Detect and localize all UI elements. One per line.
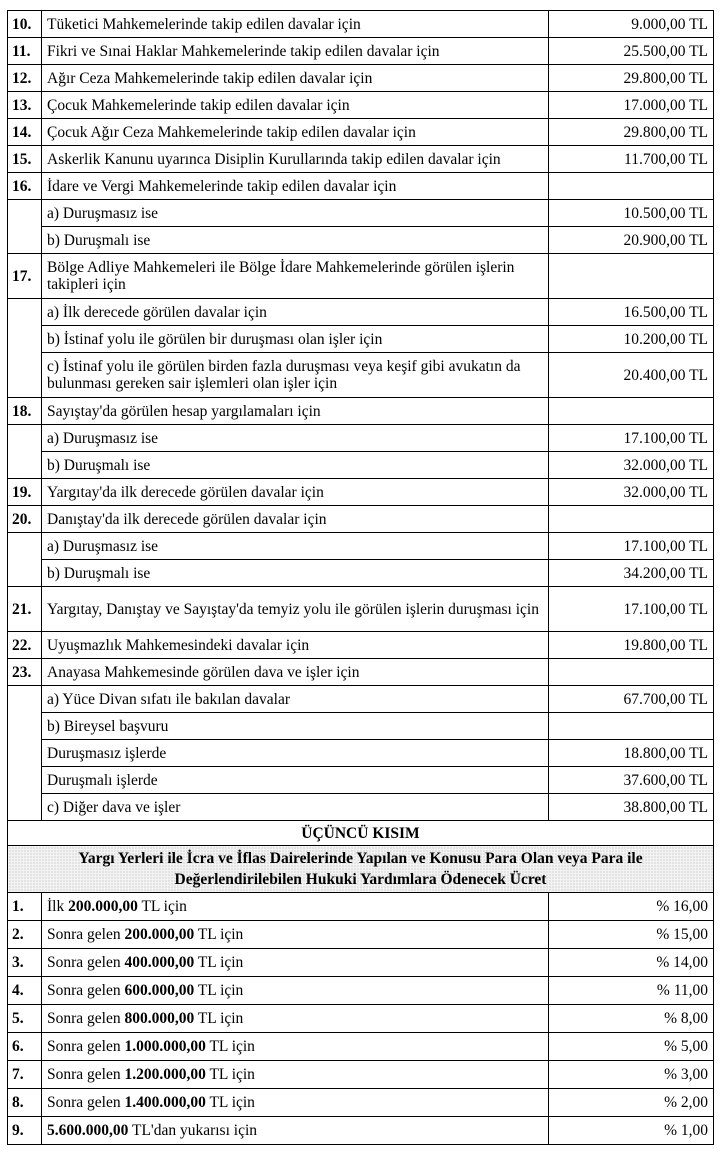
rate-amount: 1.200.000,00 xyxy=(124,1066,206,1083)
section-title: ÜÇÜNCÜ KISIM xyxy=(8,821,714,846)
rate-row xyxy=(8,1117,714,1145)
row-value-empty xyxy=(549,398,714,425)
row-number: 17. xyxy=(8,254,42,299)
rate-prefix: Sonra gelen xyxy=(47,1038,125,1055)
row-description: İdare ve Vergi Mahkemelerinde takip edilen davalar için xyxy=(42,173,549,200)
row-value: 32.000,00 TL xyxy=(549,479,714,506)
rate-prefix: Sonra gelen xyxy=(47,982,125,999)
row-value: 19.800,00 TL xyxy=(549,632,714,659)
table-row xyxy=(8,146,714,173)
row-description: Danıştay'da ilk derecede görülen davalar için xyxy=(42,506,549,533)
section-subtitle xyxy=(8,846,714,893)
row-description: a) İlk derecede görülen davalar için xyxy=(42,299,549,326)
rate-suffix: TL için xyxy=(194,1010,244,1027)
table-row xyxy=(8,92,714,119)
row-value-empty xyxy=(549,659,714,686)
row-description: Yargıtay, Danıştay ve Sayıştay'da temyiz yolu ile görülen işlerin duruşması için xyxy=(42,587,549,632)
table-row xyxy=(8,632,714,659)
row-number-empty xyxy=(8,740,42,767)
rate-row xyxy=(8,1089,714,1117)
row-description: c) Diğer dava ve işler xyxy=(42,794,549,821)
row-description: b) Bireysel başvuru xyxy=(42,713,549,740)
row-description: Yargıtay'da ilk derecede görülen davalar için xyxy=(42,479,549,506)
row-value: 17.100,00 TL xyxy=(549,425,714,452)
row-number: 20. xyxy=(8,506,42,533)
row-value-empty xyxy=(549,254,714,299)
table-subrow xyxy=(8,533,714,560)
table-row xyxy=(8,119,714,146)
rate-value: % 5,00 xyxy=(549,1033,714,1061)
row-description: b) Duruşmalı ise xyxy=(42,452,549,479)
rate-suffix: TL için xyxy=(194,926,244,943)
table-row xyxy=(8,173,714,200)
rate-row xyxy=(8,1033,714,1061)
rate-row xyxy=(8,949,714,977)
row-description xyxy=(42,893,549,921)
table-row xyxy=(8,587,714,632)
row-number-empty xyxy=(8,686,42,713)
rate-suffix: TL için xyxy=(194,982,244,999)
table-subrow xyxy=(8,425,714,452)
row-number-empty xyxy=(8,425,42,452)
table-row xyxy=(8,398,714,425)
row-value: 9.000,00 TL xyxy=(549,11,714,38)
table-subrow xyxy=(8,299,714,326)
row-number-empty xyxy=(8,299,42,326)
table-subrow xyxy=(8,713,714,740)
row-value: 29.800,00 TL xyxy=(549,119,714,146)
row-description: Sayıştay'da görülen hesap yargılamaları için xyxy=(42,398,549,425)
row-number: 6. xyxy=(8,1033,42,1061)
table-subrow xyxy=(8,353,714,398)
rate-suffix: TL için xyxy=(194,954,244,971)
row-value-empty xyxy=(549,173,714,200)
table-subrow xyxy=(8,794,714,821)
row-number-empty xyxy=(8,452,42,479)
section-header-row xyxy=(8,821,714,846)
rate-row xyxy=(8,1005,714,1033)
row-number: 10. xyxy=(8,11,42,38)
row-description: Tüketici Mahkemelerinde takip edilen davalar için xyxy=(42,11,549,38)
row-number: 8. xyxy=(8,1089,42,1117)
row-number-empty xyxy=(8,227,42,254)
rate-value: % 2,00 xyxy=(549,1089,714,1117)
rate-row xyxy=(8,921,714,949)
rate-suffix: TL için xyxy=(205,1066,255,1083)
row-number: 4. xyxy=(8,977,42,1005)
row-number: 1. xyxy=(8,893,42,921)
row-value: 18.800,00 TL xyxy=(549,740,714,767)
row-description: a) Yüce Divan sıfatı ile bakılan davalar xyxy=(42,686,549,713)
table-subrow xyxy=(8,767,714,794)
row-number-empty xyxy=(8,326,42,353)
row-value: 10.200,00 TL xyxy=(549,326,714,353)
rate-row xyxy=(8,1061,714,1089)
rate-value: % 14,00 xyxy=(549,949,714,977)
rate-amount: 1.000.000,00 xyxy=(124,1038,206,1055)
rate-row xyxy=(8,893,714,921)
row-description xyxy=(42,1005,549,1033)
row-number-empty xyxy=(8,794,42,821)
row-number: 5. xyxy=(8,1005,42,1033)
table-subrow xyxy=(8,452,714,479)
row-number: 14. xyxy=(8,119,42,146)
row-value: 16.500,00 TL xyxy=(549,299,714,326)
row-value-empty xyxy=(549,506,714,533)
table-row xyxy=(8,506,714,533)
row-number-empty xyxy=(8,713,42,740)
row-value: 29.800,00 TL xyxy=(549,65,714,92)
rate-value: % 3,00 xyxy=(549,1061,714,1089)
row-number-empty xyxy=(8,353,42,398)
row-number: 3. xyxy=(8,949,42,977)
rate-suffix: TL'dan yukarısı için xyxy=(128,1122,258,1139)
row-value: 38.800,00 TL xyxy=(549,794,714,821)
row-description: c) İstinaf yolu ile görülen birden fazla duruşması veya keşif gibi avukatın da bulunması gereken sair işlemleri olan işler için xyxy=(42,353,549,398)
row-value: 17.100,00 TL xyxy=(549,533,714,560)
row-value-empty xyxy=(549,713,714,740)
rate-value: % 16,00 xyxy=(549,893,714,921)
rate-prefix: İlk xyxy=(47,898,69,915)
row-number-empty xyxy=(8,200,42,227)
row-description xyxy=(42,1089,549,1117)
rate-amount: 1.400.000,00 xyxy=(124,1094,206,1111)
row-number: 2. xyxy=(8,921,42,949)
row-number: 23. xyxy=(8,659,42,686)
table-row xyxy=(8,11,714,38)
row-description: Çocuk Mahkemelerinde takip edilen davalar için xyxy=(42,92,549,119)
row-number-empty xyxy=(8,533,42,560)
row-value: 20.900,00 TL xyxy=(549,227,714,254)
rate-amount: 400.000,00 xyxy=(124,954,195,971)
row-description xyxy=(42,1033,549,1061)
fee-table xyxy=(7,10,714,1145)
row-description: Duruşmasız işlerde xyxy=(42,740,549,767)
section-subtitle-line-2: Değerlendirilebilen Hukuki Yardımlara Ödenecek Ücret xyxy=(174,871,547,888)
row-description: Ağır Ceza Mahkemelerinde takip edilen davalar için xyxy=(42,65,549,92)
row-number-empty xyxy=(8,560,42,587)
fee-schedule xyxy=(7,10,714,1145)
rate-prefix: Sonra gelen xyxy=(47,926,125,943)
rate-value: % 8,00 xyxy=(549,1005,714,1033)
row-description: Anayasa Mahkemesinde görülen dava ve işler için xyxy=(42,659,549,686)
rate-amount: 5.600.000,00 xyxy=(47,1122,129,1139)
row-description: a) Duruşmasız ise xyxy=(42,533,549,560)
row-number: 15. xyxy=(8,146,42,173)
row-number: 22. xyxy=(8,632,42,659)
row-value: 25.500,00 TL xyxy=(549,38,714,65)
row-number-empty xyxy=(8,767,42,794)
rate-prefix: Sonra gelen xyxy=(47,1094,125,1111)
row-number: 21. xyxy=(8,587,42,632)
row-description: b) Duruşmalı ise xyxy=(42,227,549,254)
row-description: a) Duruşmasız ise xyxy=(42,200,549,227)
row-number: 16. xyxy=(8,173,42,200)
row-number: 9. xyxy=(8,1117,42,1145)
row-number: 12. xyxy=(8,65,42,92)
rate-amount: 200.000,00 xyxy=(124,926,195,943)
table-subrow xyxy=(8,326,714,353)
row-description xyxy=(42,1117,549,1145)
table-row xyxy=(8,38,714,65)
table-subrow xyxy=(8,200,714,227)
rate-amount: 200.000,00 xyxy=(68,898,138,915)
section-subtitle-line-1: Yargı Yerleri ile İcra ve İflas Dairelerinde Yapılan ve Konusu Para Olan veya Para ile xyxy=(78,850,643,867)
table-subrow xyxy=(8,686,714,713)
table-subrow xyxy=(8,560,714,587)
row-number: 13. xyxy=(8,92,42,119)
row-value: 11.700,00 TL xyxy=(549,146,714,173)
row-description: Uyuşmazlık Mahkemesindeki davalar için xyxy=(42,632,549,659)
row-description xyxy=(42,949,549,977)
row-value: 20.400,00 TL xyxy=(549,353,714,398)
table-subrow xyxy=(8,740,714,767)
row-number: 11. xyxy=(8,38,42,65)
row-number: 18. xyxy=(8,398,42,425)
row-value: 10.500,00 TL xyxy=(549,200,714,227)
row-value: 17.000,00 TL xyxy=(549,92,714,119)
row-description xyxy=(42,921,549,949)
row-description: Askerlik Kanunu uyarınca Disiplin Kurullarında takip edilen davalar için xyxy=(42,146,549,173)
row-value: 17.100,00 TL xyxy=(549,587,714,632)
row-description: b) İstinaf yolu ile görülen bir duruşması olan işler için xyxy=(42,326,549,353)
row-number: 19. xyxy=(8,479,42,506)
rate-value: % 15,00 xyxy=(549,921,714,949)
row-value: 67.700,00 TL xyxy=(549,686,714,713)
table-row xyxy=(8,479,714,506)
rate-amount: 600.000,00 xyxy=(124,982,195,999)
rate-prefix: Sonra gelen xyxy=(47,1066,125,1083)
rate-prefix: Sonra gelen xyxy=(47,954,125,971)
rate-suffix: TL için xyxy=(205,1038,255,1055)
table-row xyxy=(8,254,714,299)
row-description xyxy=(42,977,549,1005)
row-description: Fikri ve Sınai Haklar Mahkemelerinde takip edilen davalar için xyxy=(42,38,549,65)
rate-suffix: TL için xyxy=(137,898,187,915)
rate-suffix: TL için xyxy=(205,1094,255,1111)
row-value: 32.000,00 TL xyxy=(549,452,714,479)
section-subtitle-row xyxy=(8,846,714,893)
row-description xyxy=(42,1061,549,1089)
row-number: 7. xyxy=(8,1061,42,1089)
row-description: Bölge Adliye Mahkemeleri ile Bölge İdare Mahkemelerinde görülen işlerin takipleri için xyxy=(42,254,549,299)
row-description: a) Duruşmasız ise xyxy=(42,425,549,452)
row-value: 34.200,00 TL xyxy=(549,560,714,587)
table-subrow xyxy=(8,227,714,254)
rate-value: % 1,00 xyxy=(549,1117,714,1145)
row-description: b) Duruşmalı ise xyxy=(42,560,549,587)
row-value: 37.600,00 TL xyxy=(549,767,714,794)
rate-amount: 800.000,00 xyxy=(124,1010,195,1027)
row-description: Duruşmalı işlerde xyxy=(42,767,549,794)
row-description: Çocuk Ağır Ceza Mahkemelerinde takip edilen davalar için xyxy=(42,119,549,146)
table-row xyxy=(8,65,714,92)
table-row xyxy=(8,659,714,686)
rate-prefix: Sonra gelen xyxy=(47,1010,125,1027)
rate-row xyxy=(8,977,714,1005)
rate-value: % 11,00 xyxy=(549,977,714,1005)
